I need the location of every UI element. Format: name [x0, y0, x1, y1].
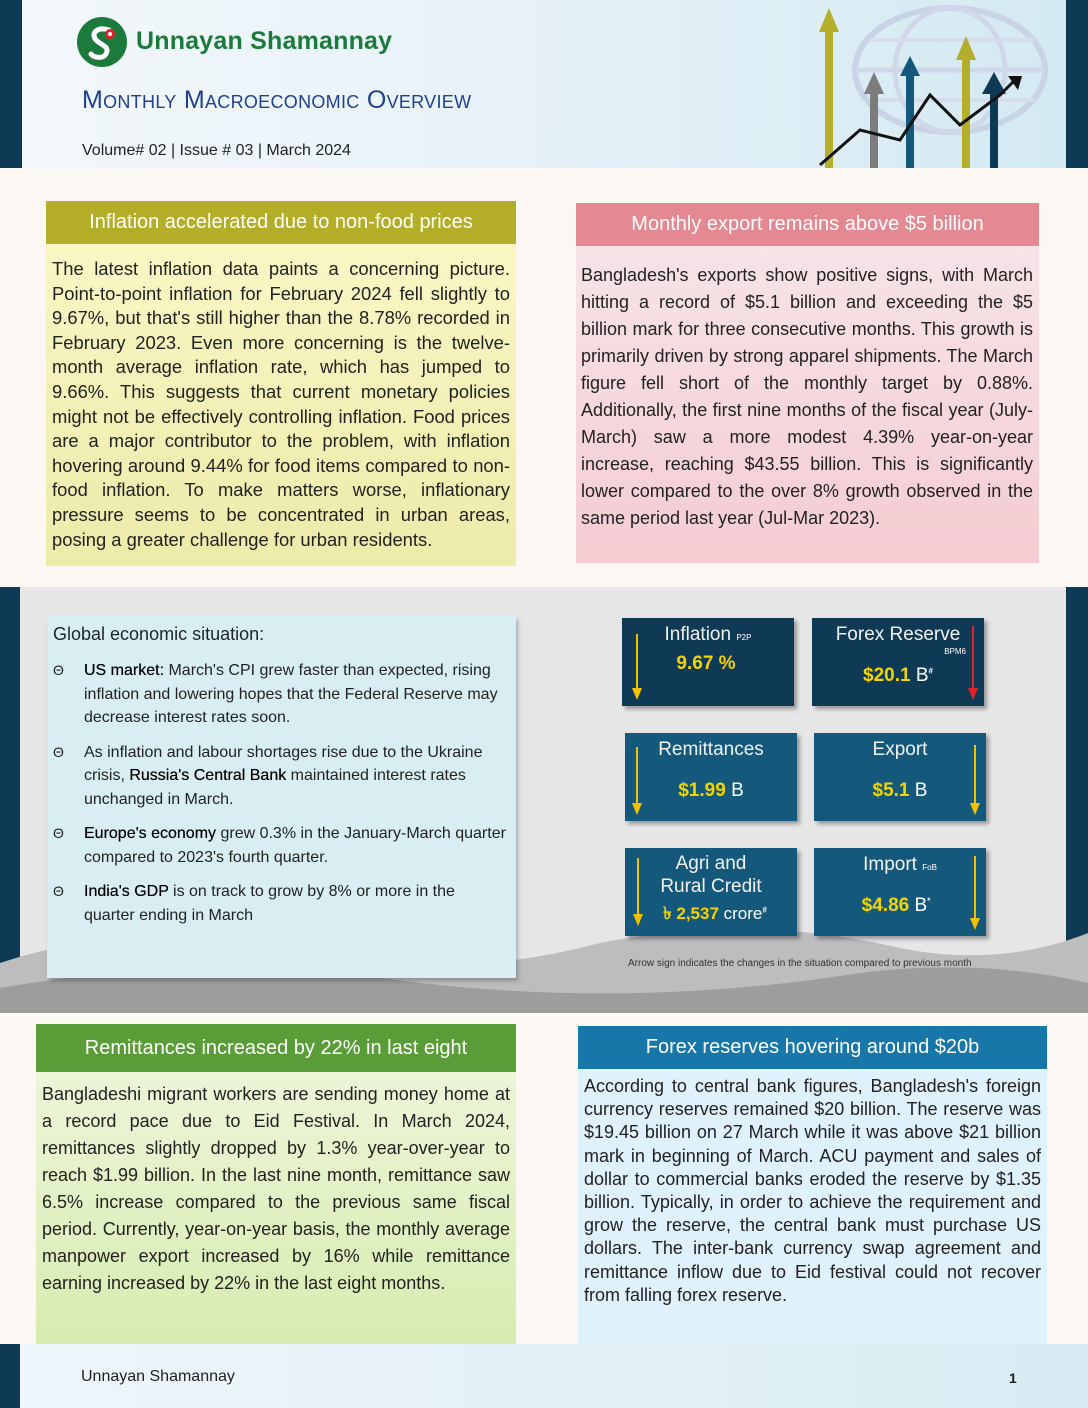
tile-unit: B	[914, 895, 928, 916]
import-tile	[814, 848, 986, 936]
page-footer	[0, 1344, 1088, 1408]
tile-unit: crore	[723, 904, 763, 923]
arrow-down-icon	[632, 747, 642, 815]
brand-name: Unnayan Shamannay	[136, 27, 393, 55]
inflation-article	[46, 201, 516, 566]
page-header	[0, 0, 1088, 168]
tile-value: $20.1	[863, 665, 911, 686]
item-lead: Russia's Central Bank	[129, 767, 287, 784]
arrow-down-icon	[633, 858, 643, 926]
global-item	[53, 659, 506, 730]
tile-mark: #	[762, 905, 767, 915]
item-text: maintained interest rates unchanged in March.	[84, 767, 466, 808]
tile-label: Remittances	[658, 739, 764, 760]
tile-value: $4.86	[861, 895, 910, 916]
export-tile	[814, 733, 986, 821]
tile-value: $5.1	[872, 780, 910, 801]
agri-credit-tile	[625, 848, 797, 936]
footer-brand: Unnayan Shamannay	[81, 1368, 235, 1385]
item-lead: US market:	[84, 662, 165, 679]
tile-unit: B	[914, 780, 928, 801]
forex-article	[578, 1026, 1047, 1344]
theta-bullet-icon: Θ	[53, 825, 64, 841]
tile-value: ৳ 2,537	[663, 904, 719, 923]
forex-heading: Forex reserves hovering around $20b	[578, 1026, 1047, 1069]
item-text: As inflation and labour shortages rise due to the Ukraine crisis,	[84, 743, 483, 784]
item-text: is on track to grow by 8% or more in the quarter ending in March	[84, 883, 455, 924]
footer-left-accent	[0, 1344, 20, 1408]
export-heading: Monthly export remains above $5 billion	[576, 203, 1039, 246]
arrow-legend-note: Arrow sign indicates the changes in the situation compared to previous month	[628, 958, 972, 969]
global-item	[53, 822, 506, 869]
tile-label: Import	[863, 854, 917, 875]
tile-sub: P2P	[736, 633, 752, 642]
global-item	[53, 880, 506, 927]
item-text: grew 0.3% in the January-March quarter compared to 2023's fourth quarter.	[84, 825, 506, 866]
remittance-article	[36, 1024, 516, 1344]
header-right-accent	[1066, 0, 1088, 168]
export-article	[576, 203, 1039, 563]
tile-label: Agri and Rural Credit	[660, 853, 762, 897]
tile-label: Export	[872, 739, 928, 760]
inflation-tile	[622, 618, 794, 706]
tile-label: Inflation	[664, 624, 732, 645]
arrow-down-icon	[970, 856, 980, 930]
tile-sub: FoB	[922, 863, 937, 872]
inflation-heading: Inflation accelerated due to non-food prices	[46, 201, 516, 244]
theta-bullet-icon: Θ	[53, 883, 64, 899]
item-lead: Europe's economy	[84, 825, 217, 842]
tile-mark: #	[928, 666, 933, 676]
export-body: Bangladesh's exports show positive signs, with March hitting a record of $5.1 billion and exceeding the $5 billion mark for three consecutive months. This growth is primarily driven by strong apparel shipments. The March figure fell short of the monthly target by 0.88%. Additionally, the first nine months of the fiscal year (July-March) saw a more modest 4.39% year-on-year increase, reaching $43.55 billion. This is significantly lower compared to the over 8% growth observed in the same period last year (Jul-Mar 2023).	[581, 265, 1033, 528]
growth-arrows-illustration	[800, 0, 1062, 168]
arrow-down-icon	[632, 634, 642, 700]
global-item	[53, 741, 506, 812]
remittances-tile	[625, 733, 797, 821]
logo-icon	[76, 16, 128, 68]
tile-mark: *	[927, 896, 931, 906]
tile-unit: B	[731, 780, 744, 801]
arrow-down-red-icon	[968, 626, 978, 700]
inflation-body: The latest inflation data paints a concerning picture. Point-to-point inflation for February 2024 fell slightly to 9.67%, but that's still higher than the 8.78% recorded in February 2023. Even more concerning is the twelve-month average inflation rate, which has jumped to 9.66%. This suggests that current monetary policies might not be effectively controlling inflation. Food prices are a major contributor to the problem, with inflation hovering around 9.44% for food items compared to non-food inflation. To make matters worse, inflationary pressure seems to be concentrated in urban areas, posing a greater challenge for urban residents.	[52, 258, 510, 550]
header-left-accent	[0, 0, 22, 168]
page-title: Monthly Macroeconomic Overview	[82, 86, 472, 114]
remittance-heading: Remittances increased by 22% in last eight	[36, 1024, 516, 1072]
remittance-body: Bangladeshi migrant workers are sending money home at a record pace due to Eid Festival. In March 2024, remittances slightly dropped by 1.3% year-over-year to reach $1.99 billion. In the last nine month, remittance saw 6.5% increase compared to the previous same fiscal period. Currently, year-on-year basis, the monthly average manpower export increased by 16% while remittance earning increased by 22% in the last eight months.	[42, 1084, 510, 1293]
theta-bullet-icon: Θ	[53, 743, 64, 760]
theta-bullet-icon: Θ	[53, 662, 64, 678]
global-situation-panel	[47, 616, 516, 978]
tile-label: Forex Reserve	[835, 624, 961, 645]
item-text: March's CPI grew faster than expected, rising inflation and lowering hopes that the Federal Reserve may decrease interest rates soon.	[84, 662, 498, 726]
forex-body: According to central bank figures, Bangladesh's foreign currency reserves remained $20 billion. The reserve was $19.45 billion on 27 March while it was above $21 billion mark in beginning of March. ACU payment and sales of dollar to commercial banks eroded the reserve by $1.35 billion. Typically, in order to achieve the requirement and grow the reserve, the central bank must purchase US dollars. The inter-bank currency swap agreement and remittance inflow due to Eid festival could not recover from falling forex reserve.	[584, 1076, 1041, 1305]
global-heading: Global economic situation:	[53, 624, 265, 644]
tile-sub: BPM6	[944, 647, 966, 656]
page-number: 1	[1009, 1370, 1017, 1386]
arrow-down-icon	[970, 745, 980, 815]
tile-value: 9.67 %	[676, 653, 736, 674]
tile-unit: B	[915, 665, 929, 686]
forex-tile	[812, 618, 984, 706]
tile-value: $1.99	[678, 780, 726, 801]
issue-line: Volume# 02 | Issue # 03 | March 2024	[82, 142, 351, 159]
item-lead: India's GDP	[84, 883, 169, 900]
